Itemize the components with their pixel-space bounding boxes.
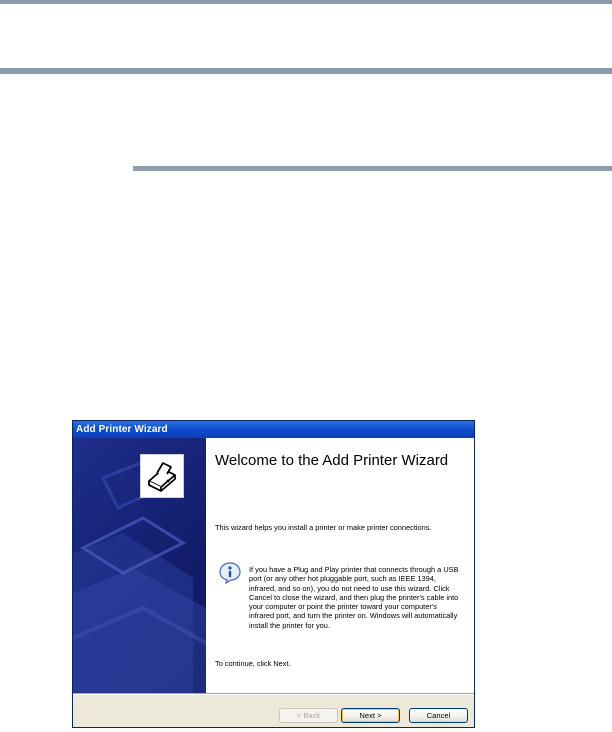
back-button[interactable]: < Back bbox=[279, 708, 338, 723]
button-area-divider bbox=[73, 693, 474, 695]
plug-and-play-info: If you have a Plug and Play printer that connects through a USB port (or any other hot pluggable port, such as IEEE 1394, infrared, and so on), you do not need to use this wizard. Click Cancel to close the wizard, and then plug the printer's cable into your computer or point the printer toward your computer's infrared port, and turn the printer on. Windows will automatically install the printer for you. bbox=[249, 565, 459, 630]
cancel-button[interactable]: Cancel bbox=[409, 708, 468, 723]
printer-icon bbox=[140, 454, 184, 498]
continue-instruction: To continue, click Next. bbox=[215, 659, 291, 668]
window-titlebar[interactable] bbox=[73, 421, 474, 438]
add-printer-wizard-window bbox=[72, 420, 475, 728]
wizard-side-panel bbox=[73, 438, 206, 693]
next-button[interactable]: Next > bbox=[341, 708, 400, 723]
page-header-rule bbox=[0, 68, 612, 74]
section-rule bbox=[133, 166, 612, 171]
info-icon bbox=[219, 562, 241, 584]
wizard-intro-text: This wizard helps you install a printer or make printer connections. bbox=[215, 523, 432, 532]
wizard-content bbox=[206, 438, 474, 693]
window-title: Add Printer Wizard bbox=[76, 424, 168, 435]
wizard-heading: Welcome to the Add Printer Wizard bbox=[215, 452, 449, 469]
page-top-rule bbox=[0, 0, 612, 4]
